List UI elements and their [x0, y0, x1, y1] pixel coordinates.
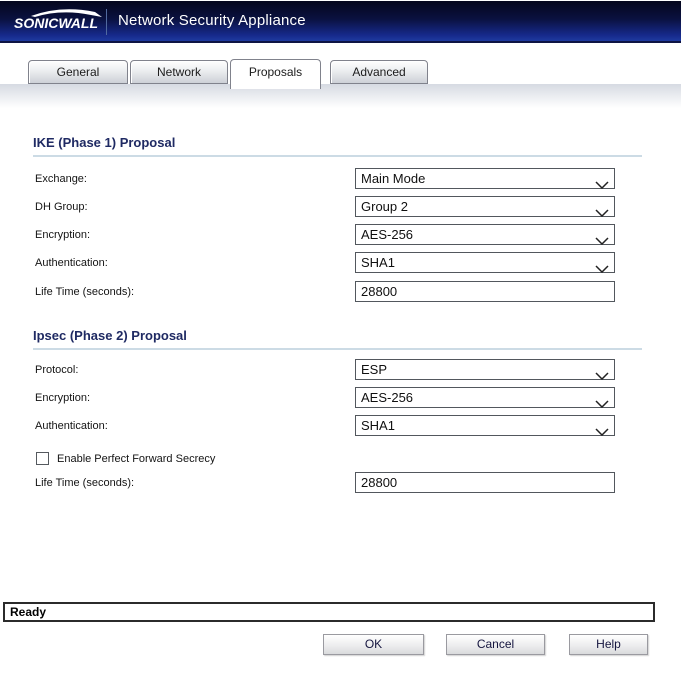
- app-header: [0, 1, 681, 43]
- dh-group-value: Group 2: [361, 199, 408, 214]
- p1-authentication-value: SHA1: [361, 255, 395, 270]
- logo-text: SONICWALL: [14, 15, 98, 31]
- phase1-section-title: IKE (Phase 1) Proposal: [33, 135, 642, 157]
- cancel-button[interactable]: Cancel: [446, 634, 545, 655]
- chevron-down-icon: [595, 366, 609, 385]
- p2-authentication-label: Authentication:: [35, 420, 108, 432]
- help-button[interactable]: Help: [569, 634, 648, 655]
- header-divider: [106, 9, 107, 35]
- p1-lifetime-label: Life Time (seconds):: [35, 286, 135, 298]
- product-title: Network Security Appliance: [118, 12, 306, 29]
- exchange-value: Main Mode: [361, 171, 426, 186]
- p1-authentication-select[interactable]: [355, 252, 615, 273]
- p1-lifetime-input[interactable]: [355, 281, 615, 302]
- chevron-down-icon: [595, 231, 609, 250]
- p1-encryption-label: Encryption:: [35, 229, 91, 241]
- p2-encryption-value: AES-256: [361, 390, 414, 405]
- protocol-label: Protocol:: [35, 364, 79, 376]
- pfs-checkbox-label: Enable Perfect Forward Secrecy: [57, 453, 216, 465]
- phase2-section-title: Ipsec (Phase 2) Proposal: [33, 328, 642, 350]
- p2-lifetime-input[interactable]: [355, 472, 615, 493]
- pfs-checkbox[interactable]: [36, 452, 49, 465]
- tab-advanced[interactable]: Advanced: [330, 60, 428, 84]
- dh-group-select[interactable]: [355, 196, 615, 217]
- tab-general[interactable]: General: [28, 60, 128, 84]
- p1-authentication-label: Authentication:: [35, 257, 108, 269]
- status-bar: Ready: [3, 602, 655, 622]
- chevron-down-icon: [595, 394, 609, 413]
- p2-authentication-value: SHA1: [361, 418, 395, 433]
- tab-proposals[interactable]: Proposals: [230, 59, 321, 89]
- p2-authentication-select[interactable]: [355, 415, 615, 436]
- protocol-value: ESP: [361, 362, 388, 377]
- ok-button[interactable]: OK: [323, 634, 424, 655]
- sonicwall-logo: [13, 7, 105, 40]
- p1-encryption-select[interactable]: [355, 224, 615, 245]
- p2-lifetime-label: Life Time (seconds):: [35, 477, 135, 489]
- tab-network[interactable]: Network: [130, 60, 228, 84]
- exchange-select[interactable]: [355, 168, 615, 189]
- p2-encryption-select[interactable]: [355, 387, 615, 408]
- chevron-down-icon: [595, 175, 609, 194]
- protocol-select[interactable]: [355, 359, 615, 380]
- p1-encryption-value: AES-256: [361, 227, 414, 242]
- chevron-down-icon: [595, 422, 609, 441]
- p2-encryption-label: Encryption:: [35, 392, 91, 404]
- chevron-down-icon: [595, 259, 609, 278]
- tab-content-band: [0, 84, 681, 108]
- chevron-down-icon: [595, 203, 609, 222]
- exchange-label: Exchange:: [35, 173, 87, 185]
- dh-group-label: DH Group:: [35, 201, 88, 213]
